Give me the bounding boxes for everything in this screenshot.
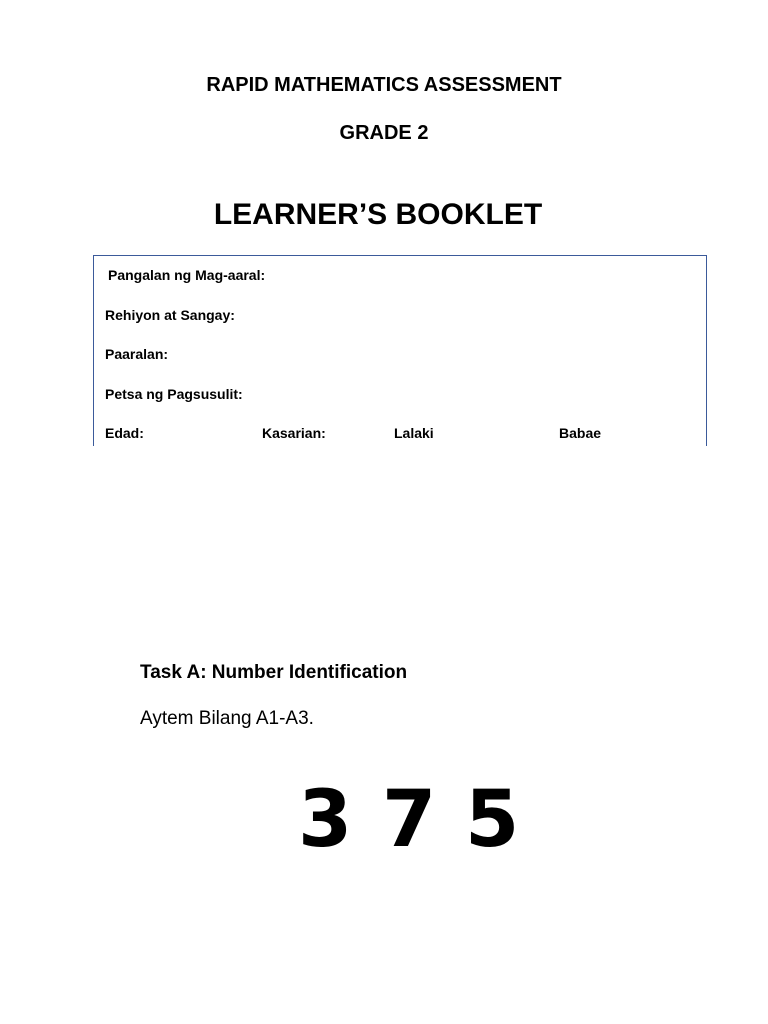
number-item-a1: 3 [298,775,353,865]
age-label: Edad: [105,425,144,441]
date-field[interactable] [105,386,243,402]
assessment-title: RAPID MATHEMATICS ASSESSMENT [206,74,562,96]
name-field[interactable] [108,267,265,283]
male-option [394,425,434,441]
school-label: Paaralan: [105,346,169,362]
learner-info-box [93,255,707,446]
number-item-a3: 5 [465,775,520,865]
male-label: Lalaki [394,425,434,441]
region-label: Rehiyon at Sangay: [105,307,235,323]
sex-field [262,425,326,441]
booklet-title: LEARNER’S BOOKLET [213,198,543,231]
female-option [559,425,601,441]
sex-label: Kasarian: [262,425,326,441]
school-field[interactable] [105,346,168,362]
task-title: Task A: Number Identification [140,662,408,683]
region-field[interactable] [105,307,235,323]
grade-level: GRADE 2 [339,122,429,144]
female-label: Babae [559,425,602,441]
age-field[interactable] [105,425,144,441]
task-items: Aytem Bilang A1-A3. [140,708,314,729]
date-label: Petsa ng Pagsusulit: [105,386,243,402]
number-item-a2: 7 [382,775,437,865]
name-label: Pangalan ng Mag-aaral: [108,267,266,283]
